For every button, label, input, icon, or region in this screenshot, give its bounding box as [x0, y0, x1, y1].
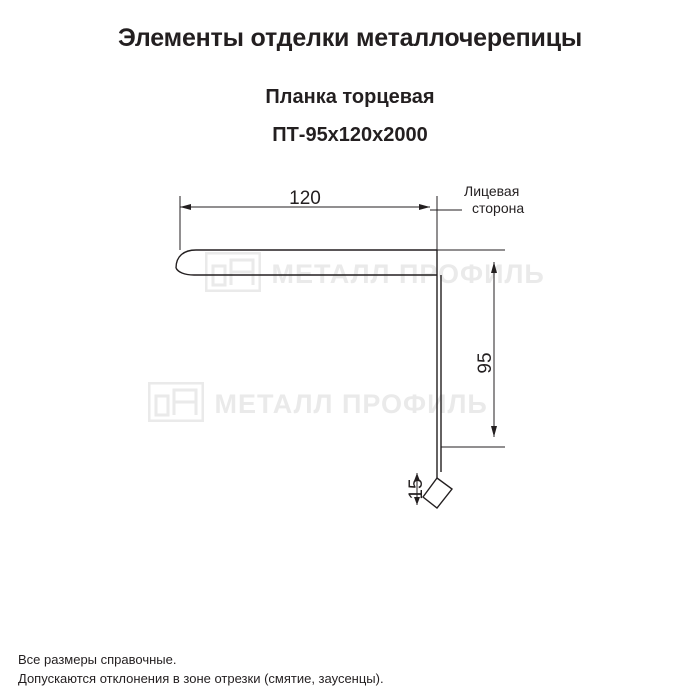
dim-120-arrow-left: [180, 204, 191, 210]
profile-top-flange: [176, 250, 437, 268]
product-code: ПТ-95х120х2000: [272, 124, 428, 146]
callout-line1: Лицевая: [464, 183, 520, 199]
dim-95-label: 95: [475, 352, 496, 374]
dim-120-arrow-right: [419, 204, 430, 210]
footnote-line-1: Все размеры справочные.: [18, 652, 177, 667]
dim-120-label: 120: [289, 188, 321, 209]
profile-top-flange-inner: [176, 268, 437, 275]
product-name: Планка торцевая: [265, 86, 435, 108]
profile-bottom-lip: [423, 478, 452, 508]
page-title: Элементы отделки металлочерепицы: [117, 24, 583, 52]
watermark-text: МЕТАЛЛ ПРОФИЛЬ: [214, 389, 488, 419]
dim-95-arrow-top: [491, 262, 497, 273]
watermark-text: МЕТАЛЛ ПРОФИЛЬ: [271, 259, 545, 289]
footnote-line-2: Допускаются отклонения в зоне отрезки (смятие, заусенцы).: [18, 671, 384, 686]
callout-line2: сторона: [472, 200, 525, 216]
dim-95-arrow-bottom: [491, 426, 497, 437]
dim-15-label: 15: [406, 478, 427, 500]
footnotes: [18, 650, 384, 688]
